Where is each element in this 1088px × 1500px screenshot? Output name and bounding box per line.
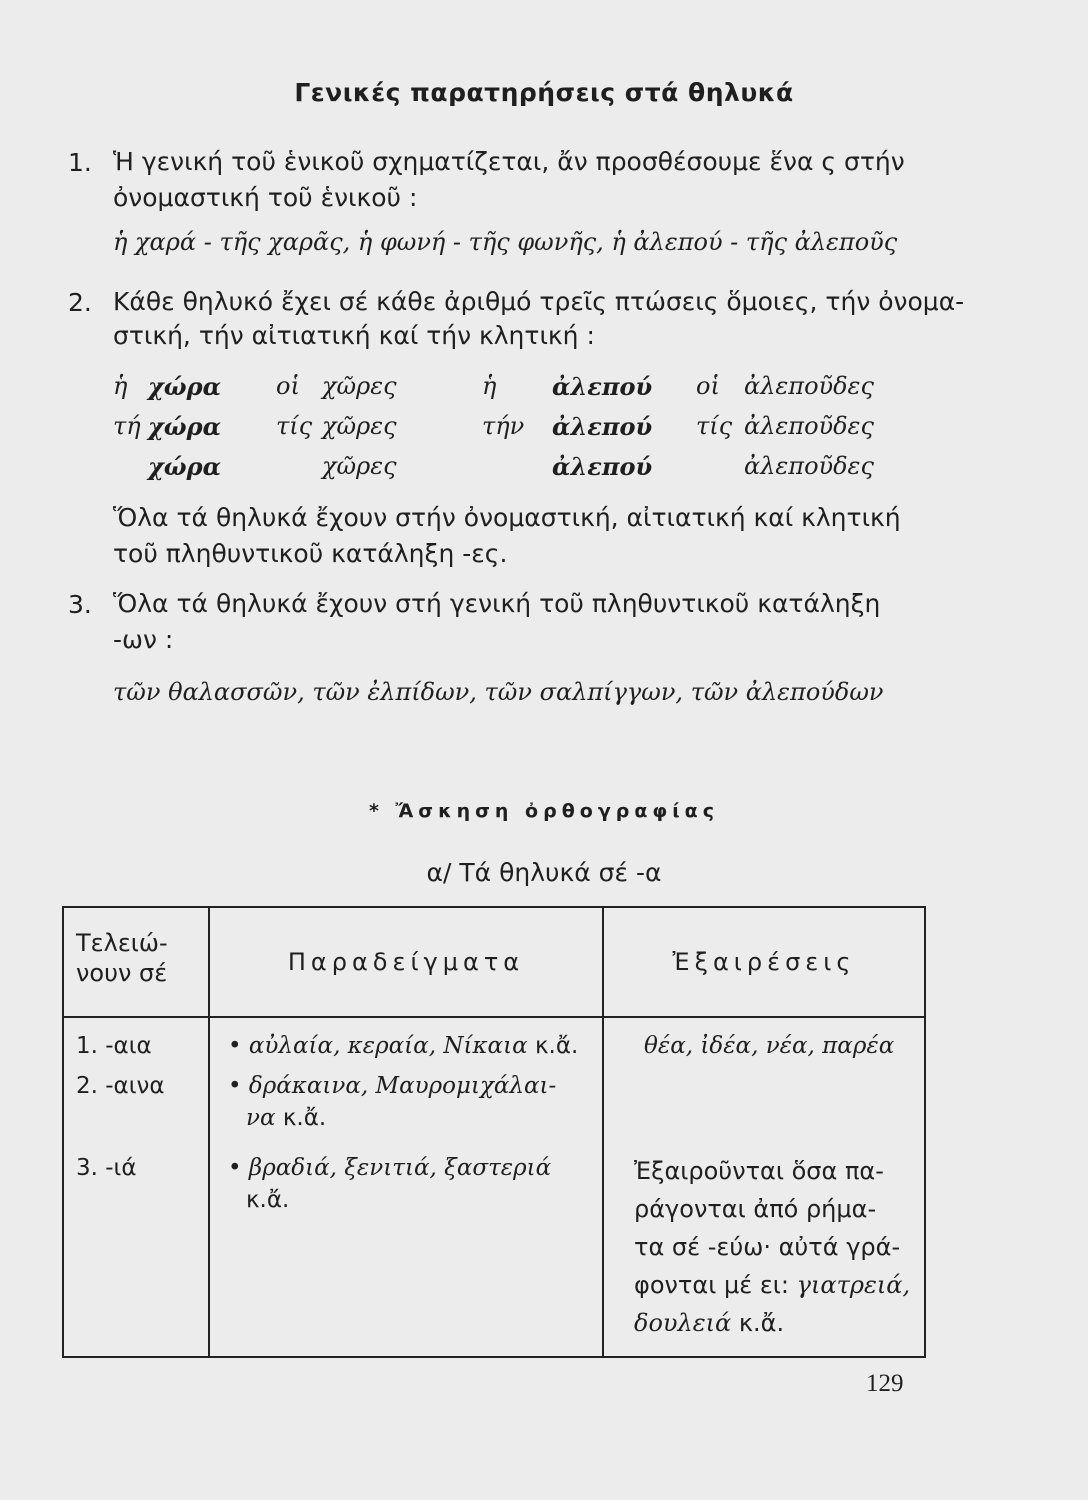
point2-line1: Κάθε θηλυκό ἔχει σέ κάθε ἀριθμό τρεῖς πτώσεις ὅμοιες, τήν ὀνομα- xyxy=(113,287,965,316)
header-endings-line2: νουν σέ xyxy=(76,959,168,987)
page-number: 129 xyxy=(866,1370,904,1397)
example-3-suffix: κ.ἄ. xyxy=(246,1187,290,1213)
decl-word: ἀλεποῦδες xyxy=(744,452,874,480)
endings-column xyxy=(63,1017,209,1357)
decl-word: χῶρες xyxy=(322,372,397,400)
decl-word: χῶρες xyxy=(322,452,397,480)
decl-article: τή xyxy=(113,412,141,440)
exercise-subheading: α/ Τά θηλυκά σέ -α xyxy=(426,858,662,887)
decl-article: τίς xyxy=(276,412,313,440)
decl-article: οἱ xyxy=(696,372,720,400)
exceptions-column xyxy=(603,1017,925,1357)
bullet: • xyxy=(228,1073,249,1099)
exception-3-line4: φονται μέ ει: xyxy=(634,1271,789,1299)
decl-word: ἀλεπού xyxy=(552,452,653,481)
exercise-heading: * Ἄσκηση ὀρθογραφίας xyxy=(368,800,719,822)
exception-3 xyxy=(634,1152,924,1342)
point1-example: ἡ χαρά - τῆς χαρᾶς, ἡ φωνή - τῆς φωνῆς, ἡ ἀλεπού - τῆς ἀλεποῦς xyxy=(113,228,898,256)
point3-number: 3. xyxy=(68,590,92,619)
decl-word: ἀλεποῦδες xyxy=(744,412,874,440)
point1-line1: Ἡ γενική τοῦ ἑνικοῦ σχηματίζεται, ἄν προσθέσουμε ἕνα ς στήν xyxy=(113,147,905,176)
bullet: • xyxy=(228,1155,249,1181)
example-2-words-cont: να xyxy=(246,1105,276,1131)
decl-word: χώρα xyxy=(148,452,222,481)
point2-note-line1: Ὅλα τά θηλυκά ἔχουν στήν ὀνομαστική, αἰτιατική καί κλητική xyxy=(113,503,901,532)
exception-3-suffix: κ.ἄ. xyxy=(738,1309,785,1337)
exception-3-word: γιατρειά, xyxy=(796,1271,911,1299)
examples-column xyxy=(209,1017,603,1357)
exception-1: θέα, ἰδέα, νέα, παρέα xyxy=(644,1033,895,1059)
exception-3-line3: τα σέ -εύω· αὐτά γρά- xyxy=(634,1233,901,1261)
example-3-words: βραδιά, ξενιτιά, ξαστεριά xyxy=(248,1155,552,1181)
decl-word: χώρα xyxy=(148,412,222,441)
decl-article: ἡ xyxy=(113,372,128,400)
example-row-3 xyxy=(228,1152,602,1216)
decl-word: χῶρες xyxy=(322,412,397,440)
example-row-1 xyxy=(228,1030,602,1070)
point3-example: τῶν θαλασσῶν, τῶν ἐλπίδων, τῶν σαλπίγγων, τῶν ἀλεπούδων xyxy=(113,678,884,706)
point2-note-line2: τοῦ πληθυντικοῦ κατάληξη -ες. xyxy=(113,539,508,568)
header-endings xyxy=(63,907,209,1017)
exception-3-word2: δουλειά xyxy=(634,1309,732,1337)
decl-word: ἀλεποῦδες xyxy=(744,372,874,400)
table-body-row xyxy=(63,1017,925,1357)
point3-line1: Ὅλα τά θηλυκά ἔχουν στή γενική τοῦ πληθυντικοῦ κατάληξη xyxy=(113,589,881,618)
example-1-words: αὐλαία, κεραία, Νίκαια xyxy=(248,1033,528,1059)
point2-number: 2. xyxy=(68,288,92,317)
bullet: • xyxy=(228,1033,249,1059)
spelling-table xyxy=(62,906,926,1358)
page-heading: Γενικές παρατηρήσεις στά θηλυκά xyxy=(294,78,794,107)
header-exceptions: Ἐξαιρέσεις xyxy=(603,907,925,1017)
exception-3-line2: ράγονται ἀπό ρήμα- xyxy=(634,1195,877,1223)
decl-word: χώρα xyxy=(148,372,222,401)
header-endings-line1: Τελειώ- xyxy=(76,929,168,957)
point1-line2: ὀνομαστική τοῦ ἑνικοῦ : xyxy=(113,183,418,212)
point1-number: 1. xyxy=(68,148,92,177)
point2-line2: στική, τήν αἰτιατική καί τήν κλητική : xyxy=(113,321,595,350)
decl-article: οἱ xyxy=(276,372,300,400)
ending-2: 2. -αινα xyxy=(76,1073,165,1099)
decl-word: ἀλεπού xyxy=(552,412,653,441)
exception-3-line1: Ἐξαιροῦνται ὅσα πα- xyxy=(634,1157,884,1185)
decl-article: τήν xyxy=(482,412,525,440)
header-examples: Παραδείγματα xyxy=(209,907,603,1017)
example-2-suffix: κ.ἄ. xyxy=(282,1105,327,1131)
ending-3: 3. -ιά xyxy=(76,1155,137,1181)
decl-article: ἡ xyxy=(482,372,497,400)
example-2-words: δράκαινα, Μαυρομιχάλαι- xyxy=(248,1073,557,1099)
ending-1: 1. -αια xyxy=(76,1033,152,1059)
example-row-2 xyxy=(228,1070,602,1152)
point3-line2: -ων : xyxy=(113,625,174,654)
example-1-suffix: κ.ἄ. xyxy=(534,1033,579,1059)
decl-article: τίς xyxy=(696,412,733,440)
decl-word: ἀλεπού xyxy=(552,372,653,401)
table-header-row xyxy=(63,907,925,1017)
